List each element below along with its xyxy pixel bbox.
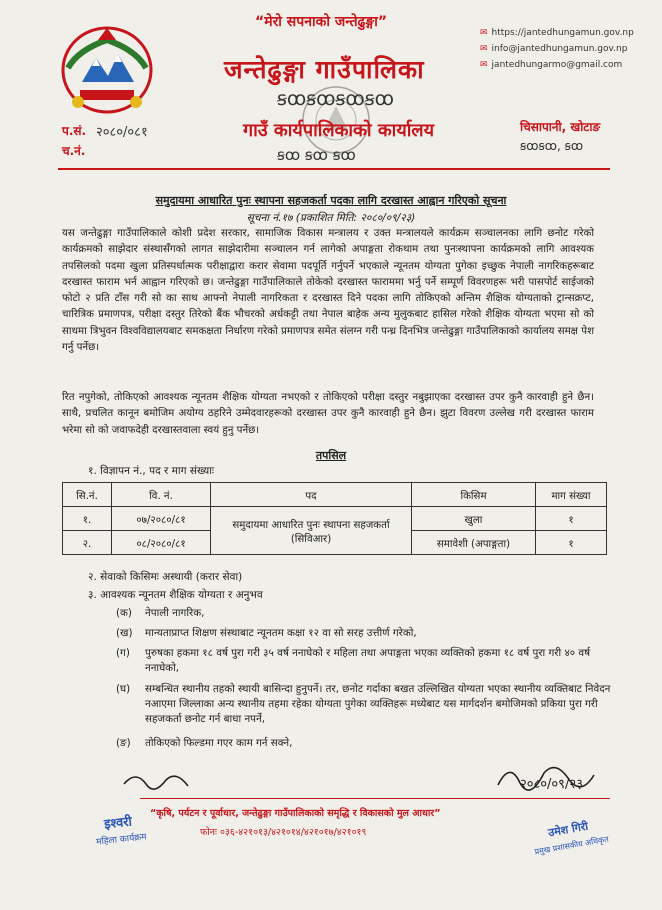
item-3: ३. आवश्यक न्यूनतम शैक्षिक योग्यता र अनुभव [88, 589, 263, 601]
mail-icon: ✉ [480, 44, 488, 54]
col-header-type: किसिम [412, 483, 536, 507]
footer-divider [140, 798, 610, 799]
globe-icon: ✉ [480, 28, 488, 38]
col-header-adv: वि. नं. [112, 483, 211, 507]
office-name-en: ꞩꝏ ꞩꝏ ꞩꝏ [277, 146, 356, 164]
ref-value: २०८०/०८१ [96, 125, 148, 140]
footer-slogan: “कृषि, पर्यटन र पूर्वाधार, जन्तेढुङ्गा गाउँपालिकाको समृद्धि र विकासको मुल आधार” [150, 808, 441, 819]
stamp-right-sub: प्रमुख प्रशासकीय अधिकृत [533, 834, 610, 857]
sub-item-gha: (घ) सम्बन्धित स्थानीय तहको स्थायी बासिन्दा हुनुपर्ने। तर, छनोट गर्दाका बखत उल्लिखित योग्यता भएका स्थानीय व्यक्तिबाट निवेदन नआएमा जिल्लाका अन्य स्थानीय तहमा रहेका योग्यता पुगेका व्यक्तिहरू मध्येबाट यस मार्गदर्शन बमोजिमको प्रकिया पुरा गरी सहजकर्ता छनोट गर्न बाधा नपर्ने, [116, 683, 611, 725]
email-line-1[interactable]: ✉ info@jantedhungamun.gov.np [480, 44, 628, 54]
signature-left-icon [118, 766, 198, 806]
col-header-post: पद [211, 483, 412, 507]
item-2: २. सेवाको किसिमः अस्थायी (करार सेवा) [88, 571, 243, 583]
header-divider [58, 168, 610, 170]
stamp-left-name: इश्वरी [103, 814, 133, 833]
nepal-emblem-icon [58, 20, 156, 120]
stamp-right-name: उमेश गिरी [547, 819, 590, 840]
org-name: जन्तेढुङ्गा गाउँपालिका [224, 55, 425, 84]
notice-paragraph-1: यस जन्तेढुङ्गा गाउँपालिकाले कोशी प्रदेश सरकार, सामाजिक विकास मन्त्रालय र उक्त मन्त्रालयले कार्यक्रम सञ्चालनका लागि छनोट गरेको कार्यक्रमको साझेदार संस्थासँगको लागत साझेदारीमा सञ्चालन गर्न लागेको अपाङ्गता रोकथाम तथा पुनःस्थापना कार्यक्रमको लागि आवश्यक तपसिलको पदमा खुला प्रतिस्पर्धात्मक परीक्षाद्वारा करार सेवामा पदपूर्ति गर्नुपर्ने भएकाले न्यूनतम योग्यता पुगेका इच्छुक नेपाली नागरिकहरूबाट दरखास्त फाराम भर्न आह्वान गरिएको छ। जन्तेढुङ्गा गाउँपालिकाले तोकेको दरखास्त फाराममा भर्नु पर्ने सम्पूर्ण विवरणहरू भरी पासपोर्ट साईजको फोटो २ प्रति टाँस गरी सो का साथ आफ्नो नेपाली नागरिकता र दरखास्त दिने पदका लागि तोकिएको अन्तिम शैक्षिक योग्यताको ट्रान्सक्रप्ट, चारित्रिक प्रमाणपत्र, परीक्षा दस्तुर तिरेको बैंक भौचरको अर्धकट्टी तथा नेपाल बाहेक अन्य मुलुकबाट हासिल गरेको शैक्षिक योग्यता भएमा सो को साथमा त्रिभुवन विश्वविद्यालयबाट समकक्षता निर्धारण गरेको प्रमाणपत्र समेत संलग्न गरी पन्ध्र दिनभित्र जन्तेढुङ्गा गाउँपालिकाको कार्यालय समक्ष पेश गर्नु पर्नेछ। [62, 228, 594, 354]
header-slogan: “मेरो सपनाको जन्तेढुङ्गा” [255, 14, 388, 30]
email-line-2[interactable]: ✉ jantedhungarmo@gmail.com [480, 60, 623, 70]
mail-icon: ✉ [480, 60, 488, 70]
stamp-left-sub: महिला कार्यक्रम [95, 832, 148, 848]
cell-adv: ०७/२०८०/८१ [112, 507, 211, 531]
signature-date: २०८०/०९/२३ [520, 777, 583, 792]
cell-sn: १. [63, 507, 112, 531]
cell-adv: ०८/२०८०/८१ [112, 531, 211, 555]
office-name: गाउँ कार्यपालिकाको कार्यालय [243, 120, 435, 141]
website-line[interactable]: ✉ https://jantedhungamun.gov.np [480, 28, 634, 38]
address-np: चिसापानी, खोटाङ [520, 120, 601, 134]
col-header-sn: सि.नं. [63, 483, 112, 507]
notice-subheading: सूचना नं.१७ (प्रकाशित मिति: २०८०/०९/२३) [246, 212, 416, 224]
notice-paragraph-2: रित नपुगेको, तोकिएको आवश्यक न्यूनतम शैक्षिक योग्यता नभएको र तोकिएको परीक्षा दस्तुर नबुझाएका दरखास्त उपर कुनै कारवाही हुने छैन। साथै, प्रचलित कानून बमोजिम अयोग्य ठहरिने उम्मेदवारहरूको दरखास्त उपर कुनै कारवाही हुने छैन। झुटा विवरण उल्लेख गरी दरखास्त फाराम भरेमा सो को जवाफदेही दरखास्तवाला स्वयं हुनु पर्नेछ। [62, 392, 594, 436]
cell-type: खुला [412, 507, 536, 531]
ref-label: प.सं. [62, 124, 87, 138]
sub-item-ka: (क) नेपाली नागरिक, [116, 607, 205, 619]
sub-item-kha: (ख) मान्यताप्राप्त शिक्षण संस्थाबाट न्यूनतम कक्षा १२ वा सो सरह उत्तीर्ण गरेको, [116, 627, 417, 639]
cell-count: १ [536, 507, 607, 531]
col-header-count: माग संख्या [536, 483, 607, 507]
address-en: ꞩꝏꞩꝏ, ꞩꝏ [520, 139, 584, 153]
table-header-row [63, 483, 607, 507]
footer-phone: फोनः ०३६-४२१०१३/४२१०१४/४२१०१७/४२१०१९ [200, 827, 367, 838]
notice-heading: समुदायमा आधारित पुनः स्थापना सहजकर्ता पदका लागि दरखास्त आह्वान गरिएको सूचना [155, 194, 507, 207]
tapasil-heading: तपसिल [315, 449, 347, 462]
cell-count: १ [536, 531, 607, 555]
org-name-en: ꞩꝏꞩꝏꞩꝏꞩꝏ [277, 88, 395, 110]
table-row [63, 507, 607, 531]
cell-post: समुदायमा आधारित पुनः स्थापना सहजकर्ता (सिविआर) [211, 507, 412, 555]
sub-item-nga: (ङ) तोकिएको फिल्डमा गएर काम गर्न सक्ने, [116, 737, 293, 749]
cell-sn: २. [63, 531, 112, 555]
item-1: १. विज्ञापन नं., पद र माग संख्याः [88, 465, 215, 477]
posts-table [62, 482, 607, 555]
cell-type: समावेशी (अपाङ्गता) [412, 531, 536, 555]
chalani-label: च.नं. [62, 144, 86, 158]
sub-item-ga: (ग) पुरुषका हकमा १८ वर्ष पुरा गरी ३५ वर्ष ननाघेको र महिला तथा अपाङ्गता भएका व्यक्तिको हकमा १८ वर्ष पुरा गरी ४० वर्ष ननाघेको, [116, 647, 591, 674]
